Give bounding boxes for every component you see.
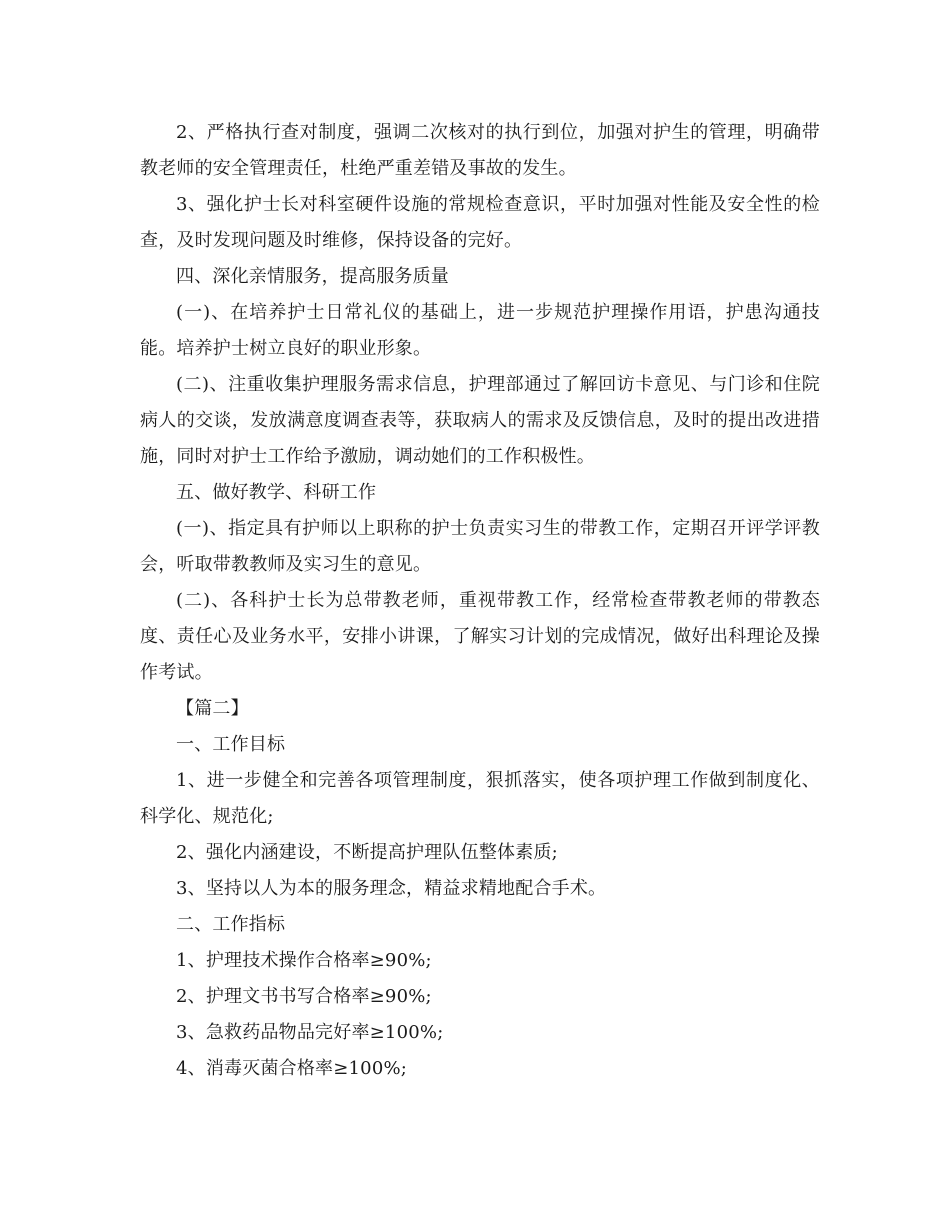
list-item: 1、进一步健全和完善各项管理制度，狠抓落实，使各项护理工作做到制度化、科学化、规范化; (140, 770, 820, 827)
part-heading: 【篇二】 (176, 698, 249, 719)
section-heading: 二、工作指标 (176, 914, 286, 935)
section-heading: 五、做好教学、科研工作 (176, 482, 377, 503)
document-body (140, 115, 820, 1087)
list-item: 2、护理文书书写合格率≥90%; (176, 986, 432, 1007)
paragraph: 3、强化护士长对科室硬件设施的常规检查意识，平时加强对性能及安全性的检查，及时发现问题及时维修，保持设备的完好。 (140, 194, 820, 251)
paragraph: 2、严格执行查对制度，强调二次核对的执行到位，加强对护生的管理，明确带教老师的安全管理责任，杜绝严重差错及事故的发生。 (140, 122, 820, 179)
list-item: 4、消毒灭菌合格率≥100%; (176, 1058, 408, 1079)
paragraph: (一)、在培养护士日常礼仪的基础上，进一步规范护理操作用语，护患沟通技能。培养护士树立良好的职业形象。 (140, 302, 820, 359)
paragraph: (二)、注重收集护理服务需求信息，护理部通过了解回访卡意见、与门诊和住院病人的交谈，发放满意度调查表等，获取病人的需求及反馈信息，及时的提出改进措施，同时对护士工作给予激励，调动她们的工作积极性。 (140, 374, 820, 467)
list-item: 3、急救药品物品完好率≥100%; (176, 1022, 444, 1043)
paragraph: (一)、指定具有护师以上职称的护士负责实习生的带教工作，定期召开评学评教会，听取带教教师及实习生的意见。 (140, 518, 820, 575)
list-item: 3、坚持以人为本的服务理念，精益求精地配合手术。 (176, 878, 607, 899)
list-item: 2、强化内涵建设，不断提高护理队伍整体素质; (176, 842, 558, 863)
section-heading: 一、工作目标 (176, 734, 286, 755)
list-item: 1、护理技术操作合格率≥90%; (176, 950, 432, 971)
paragraph: (二)、各科护士长为总带教老师，重视带教工作，经常检查带教老师的带教态度、责任心及业务水平，安排小讲课，了解实习计划的完成情况，做好出科理论及操作考试。 (140, 590, 820, 683)
section-heading: 四、深化亲情服务，提高服务质量 (176, 266, 449, 287)
